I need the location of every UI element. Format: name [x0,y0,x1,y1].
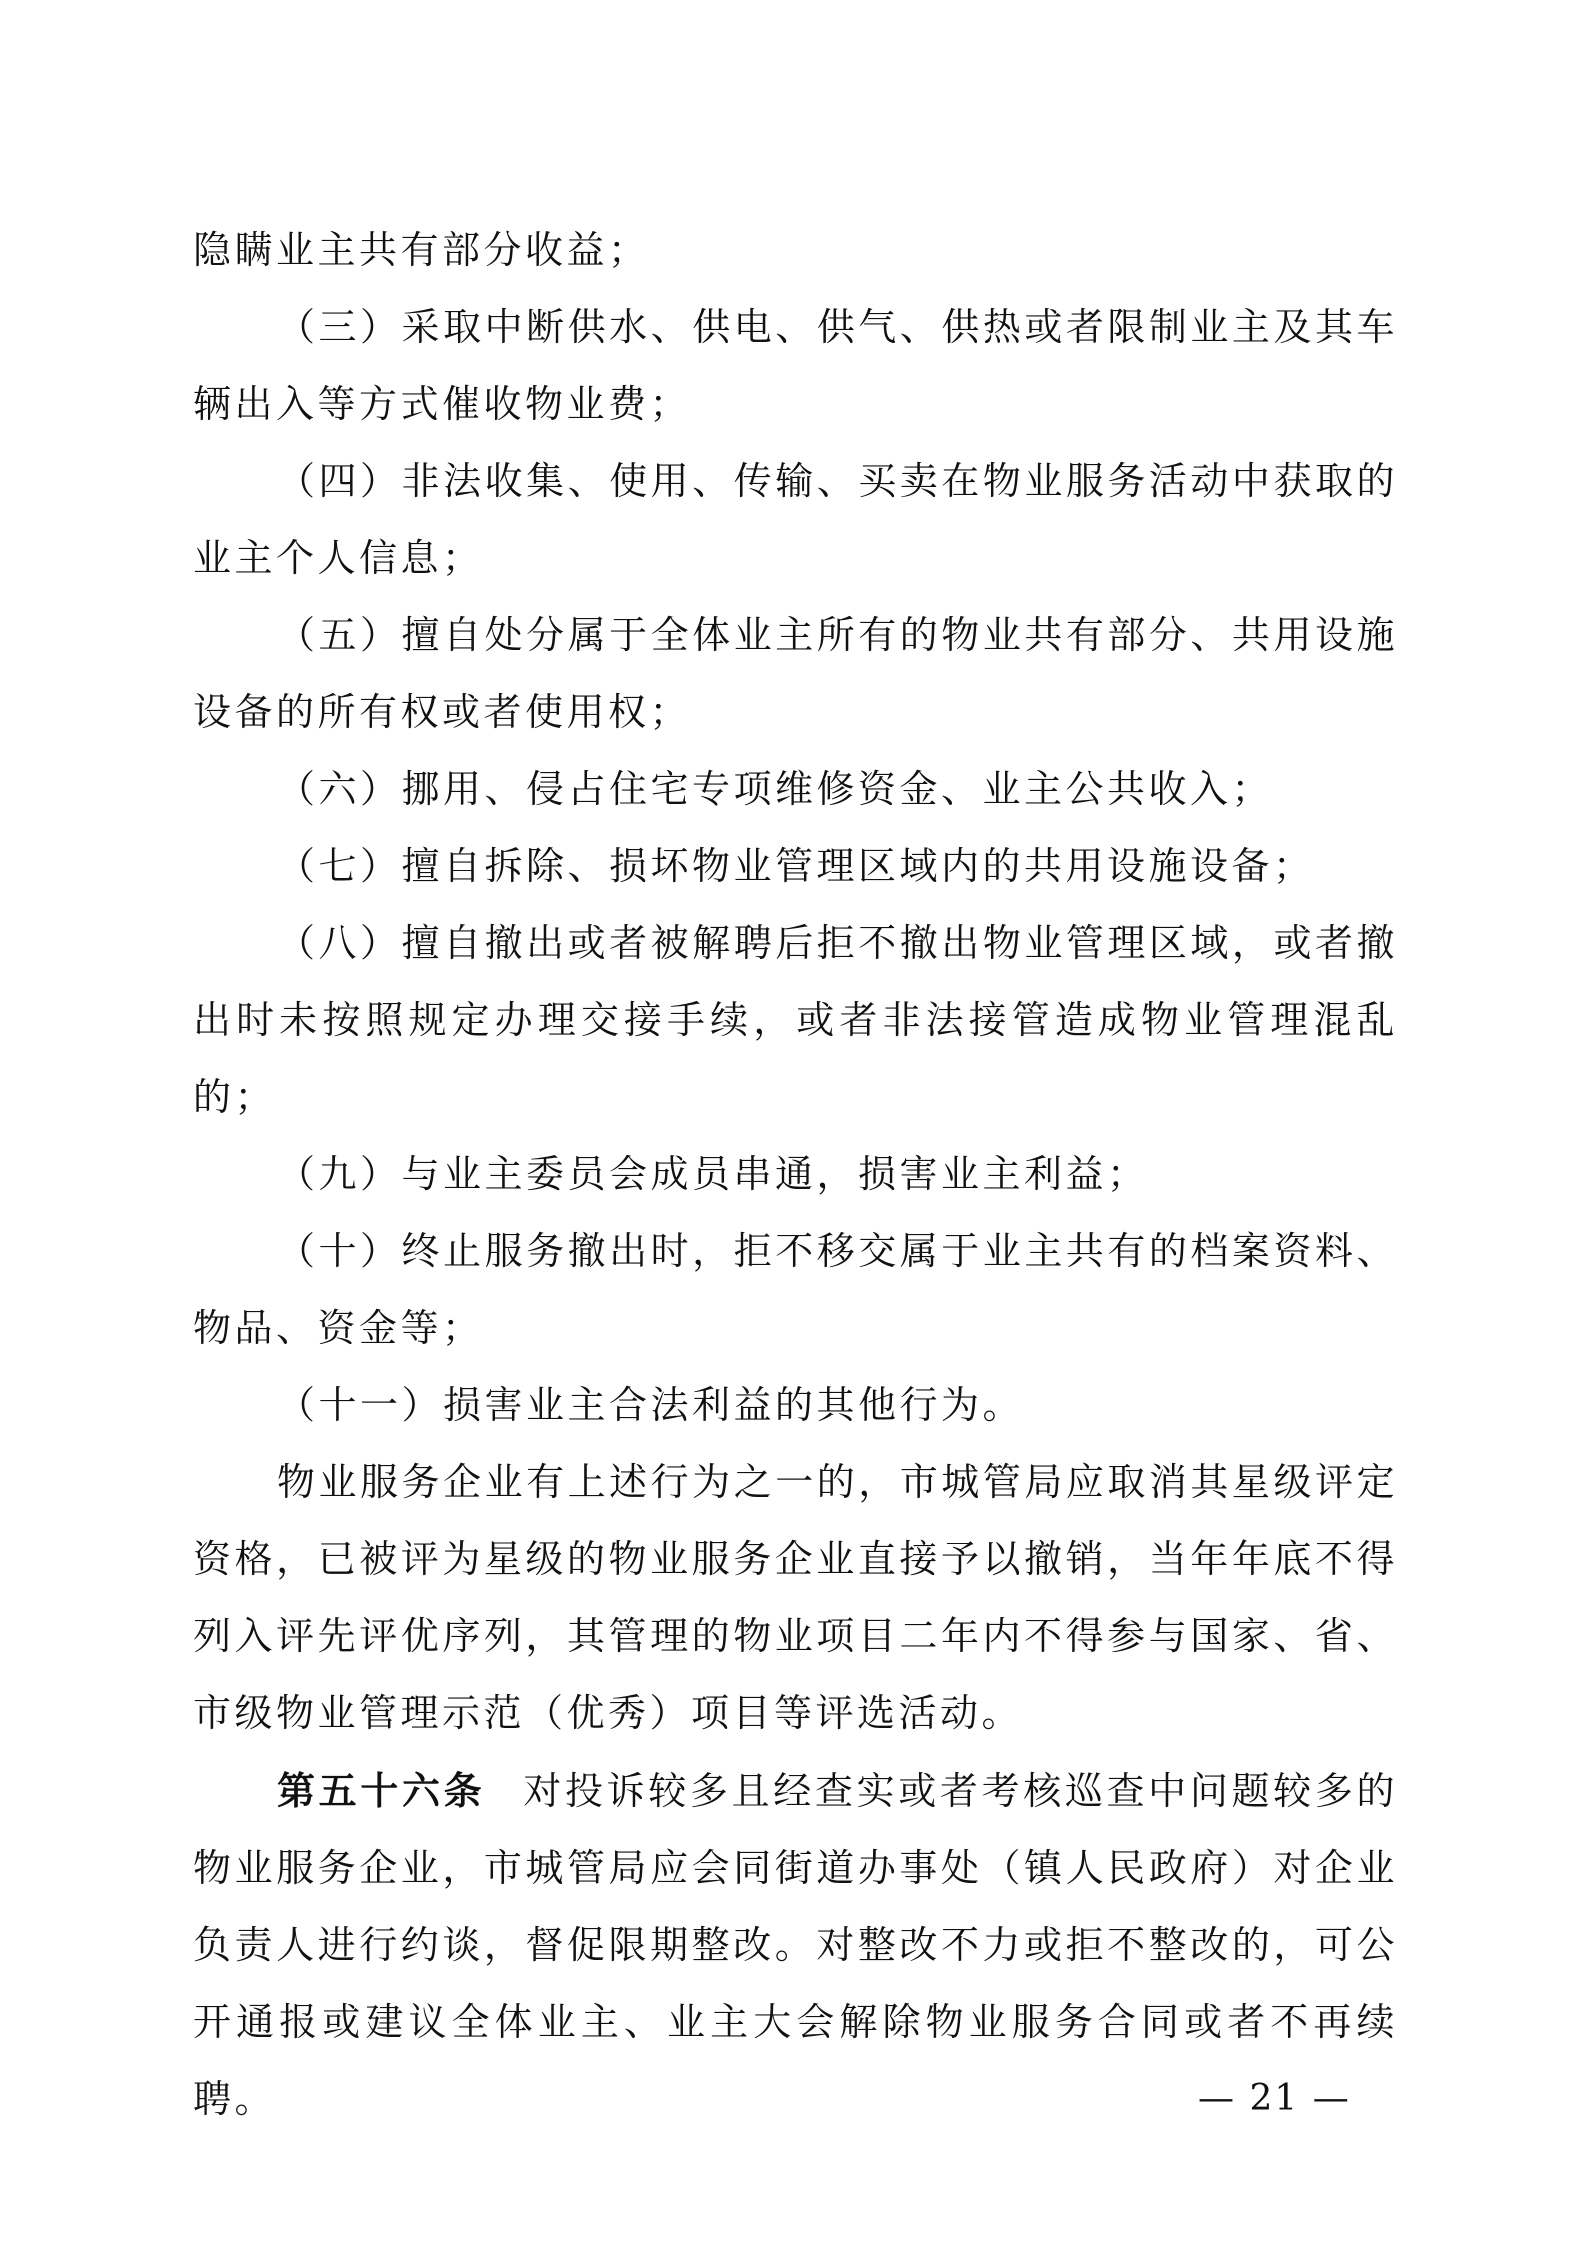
list-item-9: （九）与业主委员会成员串通，损害业主利益； [277,1152,1149,1196]
penalty-paragraph: 物业服务企业有上述行为之一的，市城管局应取消其星级评定资格，已被评为星级的物业服务企业直接予以撤销，当年年底不得列入评先评优序列，其管理的物业项目二年内不得参与国家、省、市级物业管理示范（优秀）项目等评选活动。 [193,1460,1398,1735]
list-item-11: （十一）损害业主合法利益的其他行为。 [277,1383,1025,1427]
list-item-8: （八）擅自撤出或者被解聘后拒不撤出物业管理区域，或者撤出时未按照规定办理交接手续，或者非法接管造成物业管理混乱的； [193,921,1398,1119]
article-number: 第五十六条 [277,1768,486,1813]
list-item-4: （四）非法收集、使用、传输、买卖在物业服务活动中获取的业主个人信息； [193,459,1398,580]
paragraph-continuation: 隐瞒业主共有部分收益； [193,228,650,272]
page-number: — 21 — [1198,2078,1351,2119]
list-item-3: （三）采取中断供水、供电、供气、供热或者限制业主及其车辆出入等方式催收物业费； [193,305,1398,426]
list-item-7: （七）擅自拆除、损坏物业管理区域内的共用设施设备； [277,844,1315,888]
list-item-10: （十）终止服务撤出时，拒不移交属于业主共有的档案资料、物品、资金等； [193,1229,1398,1350]
article-text: 对投诉较多且经查实或者考核巡查中问题较多的物业服务企业，市城管局应会同街道办事处（镇人民政府）对企业负责人进行约谈，督促限期整改。对整改不力或拒不整改的，可公开通报或建议全体业主、业主大会解除物业服务合同或者不再续聘。 [193,1769,1398,2121]
list-item-5: （五）擅自处分属于全体业主所有的物业共有部分、共用设施设备的所有权或者使用权； [193,613,1398,734]
list-item-6: （六）挪用、侵占住宅专项维修资金、业主公共收入； [277,767,1274,811]
body-text [193,212,1398,2138]
